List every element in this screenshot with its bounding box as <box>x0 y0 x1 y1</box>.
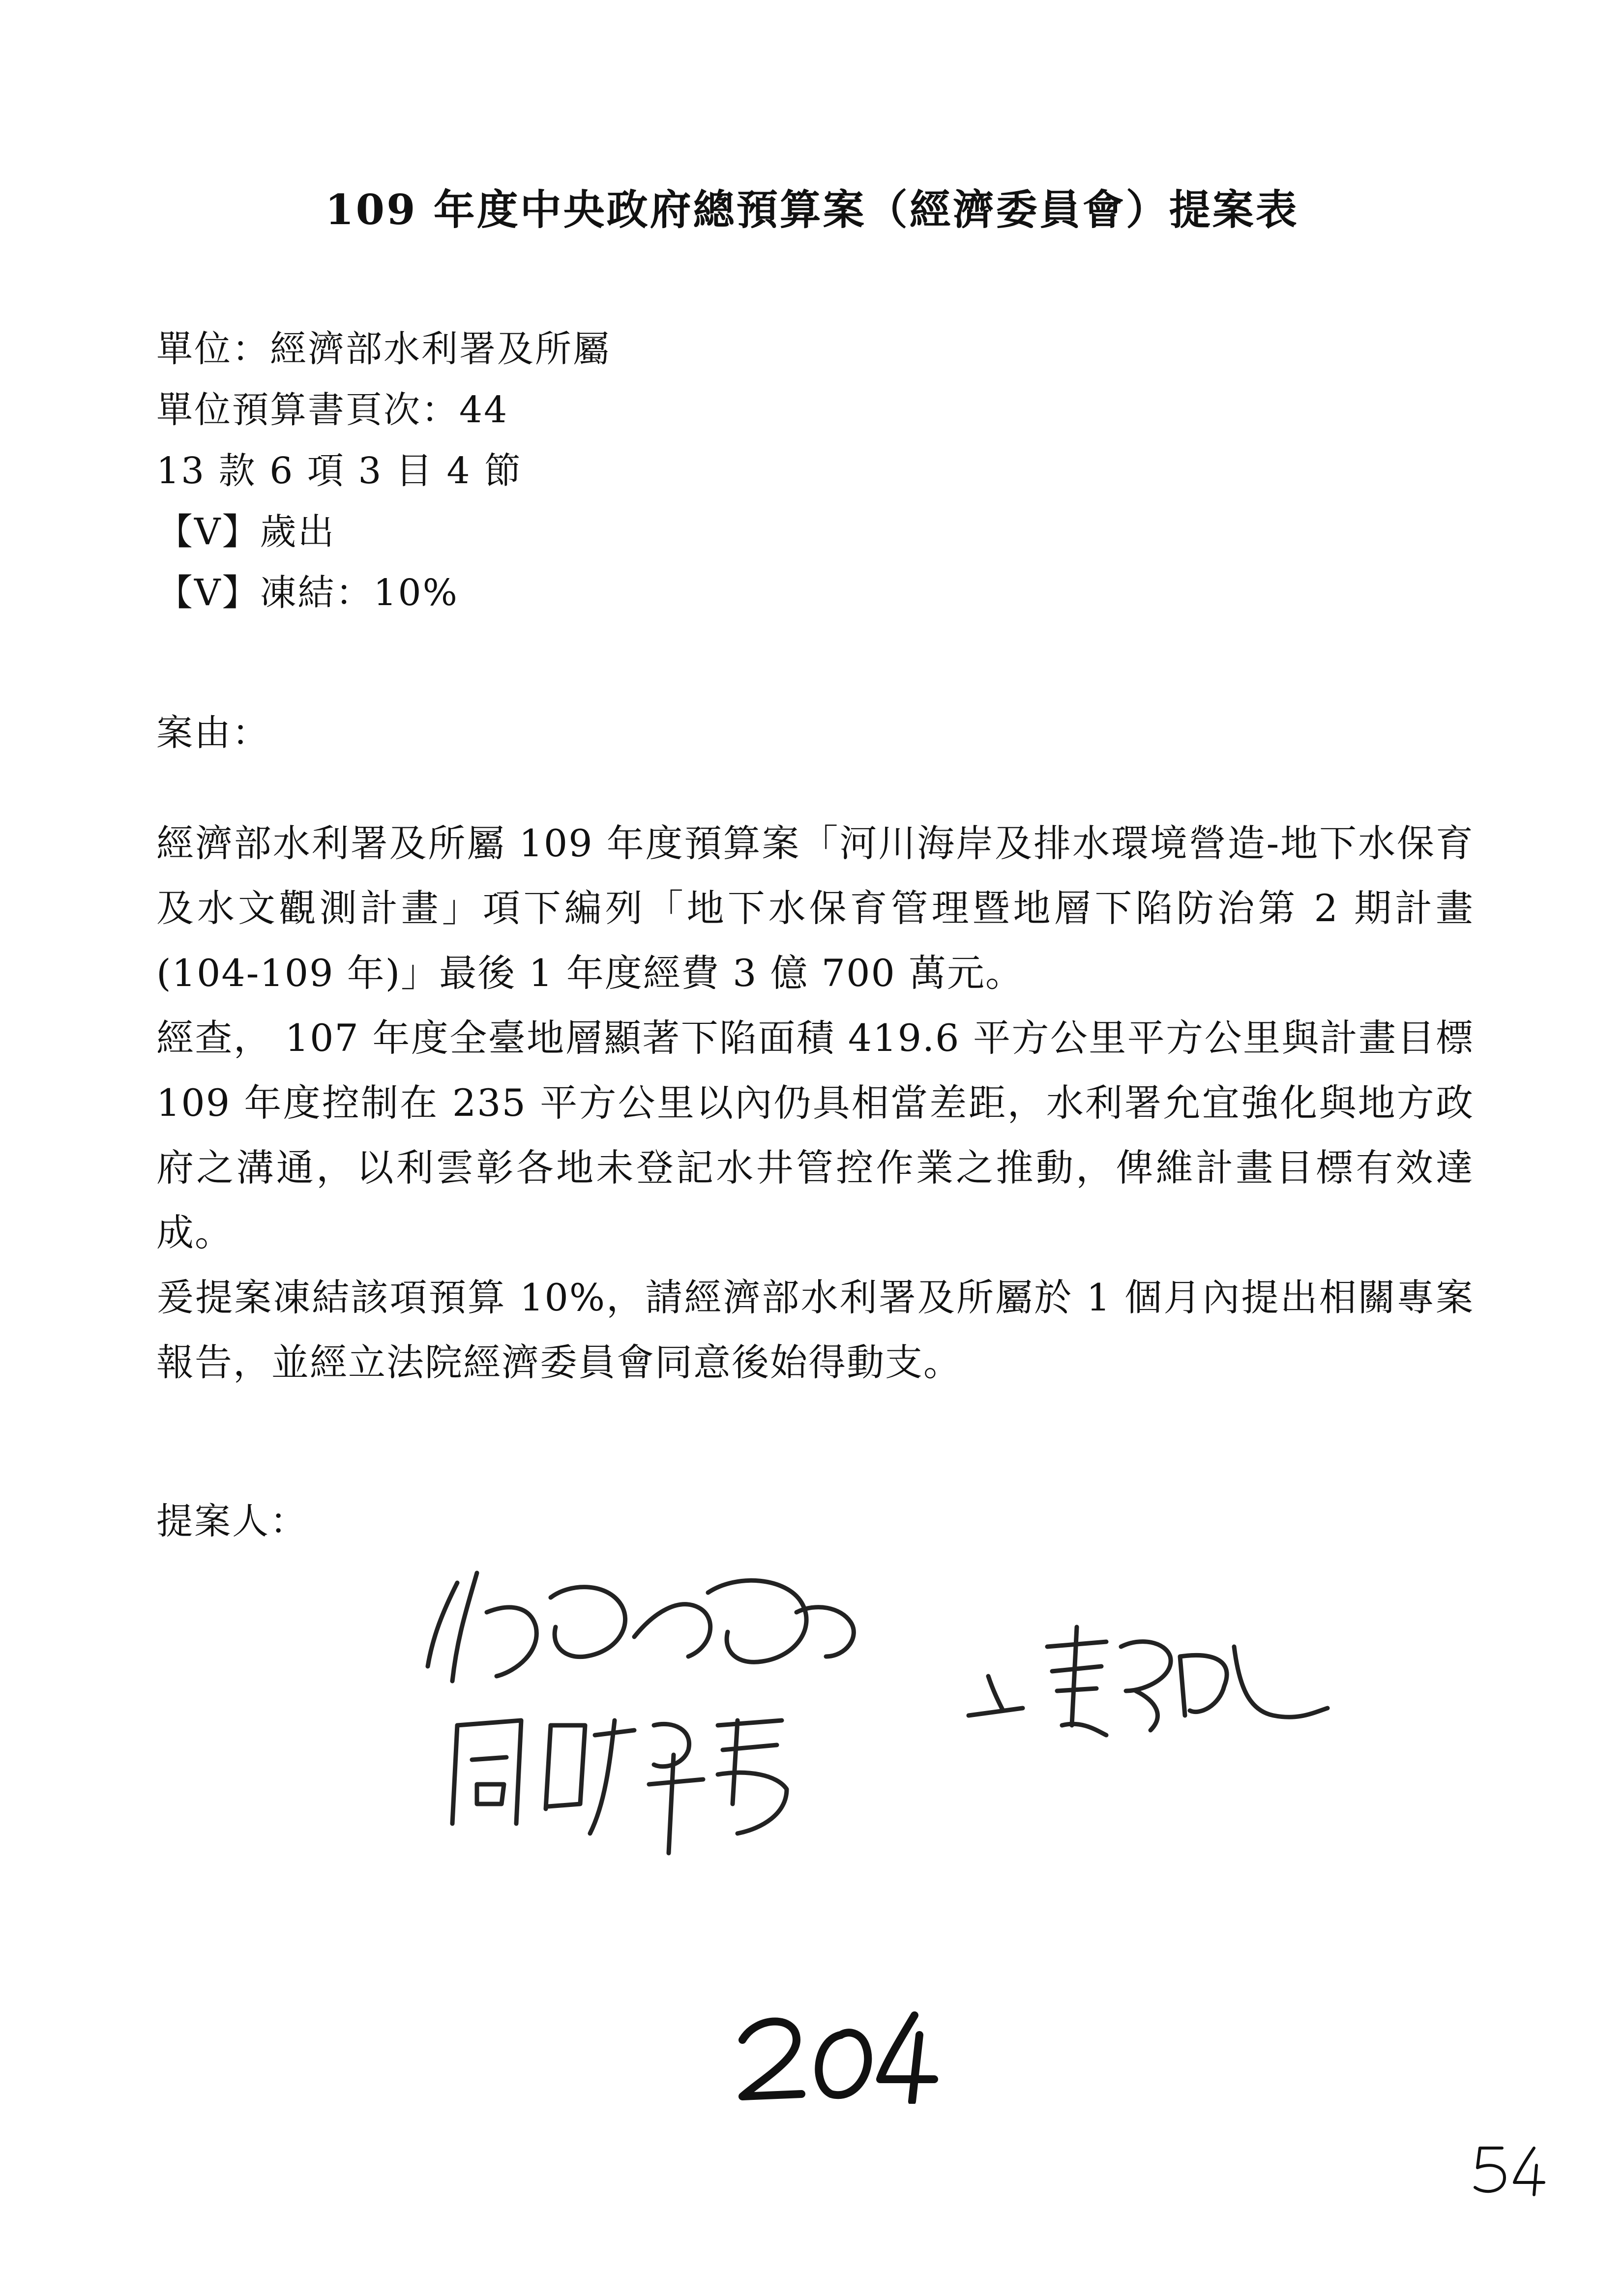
item-ref-line: 13 款 6 項 3 目 4 節 <box>156 450 523 492</box>
unit-line: 單位：經濟部水利署及所屬 <box>156 328 611 370</box>
signature-3 <box>959 1617 1332 1745</box>
freeze-checkbox-line: 【V】凍結：10% <box>156 572 459 614</box>
page-ref-line: 單位預算書頁次：44 <box>156 389 509 431</box>
handwritten-page-number <box>1470 2143 1549 2197</box>
document-title: 109 年度中央政府總預算案（經濟委員會）提案表 <box>325 185 1299 234</box>
expenditure-checkbox-line: 【V】歲出 <box>156 511 336 553</box>
reason-paragraph-2: 經查， 107 年度全臺地層顯著下陷面積 419.6 平方公里平方公里與計畫目標 109 年度控制在 235 平方公里以內仍具相當差距，水利署允宜強化與地方政府之溝通，以利雲彰各地未登記水井管控作業之推動，俾維計畫目標有效達成。 <box>156 1016 1474 1254</box>
handwritten-stamp-number <box>733 2005 939 2104</box>
signature-2 <box>443 1706 797 1873</box>
reason-paragraph-1: 經濟部水利署及所屬 109 年度預算案「河川海岸及排水環境營造-地下水保育及水文觀測計畫」項下編列「地下水保育管理暨地層下陷防治第 2 期計畫(104-109 年)」最後 1 年度經費 3 億 700 萬元。 <box>156 821 1474 995</box>
reason-label: 案由： <box>156 712 270 754</box>
signature-1 <box>423 1553 895 1701</box>
meta-block <box>156 319 1484 623</box>
proposer-label: 提案人： <box>156 1500 308 1542</box>
reason-paragraph-3: 爰提案凍結該項預算 10%，請經濟部水利署及所屬於 1 個月內提出相關專案報告，並經立法院經濟委員會同意後始得動支。 <box>156 1276 1474 1384</box>
reason-body <box>156 811 1474 1395</box>
